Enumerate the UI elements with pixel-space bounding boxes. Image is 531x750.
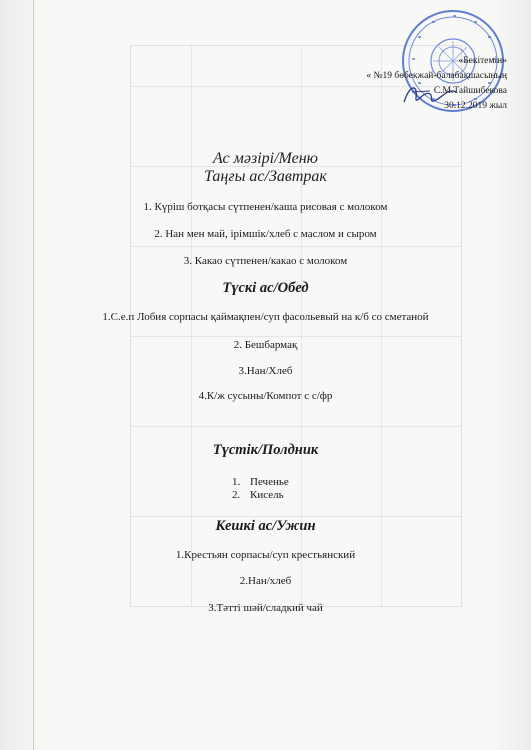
breakfast-item: 1. Күріш ботқасы сүтпенен/каша рисовая с молоком: [143, 201, 388, 213]
approval-head-name: С.М.Тайшибекова: [433, 86, 507, 96]
menu-title: Ас мәзірі/Меню: [213, 150, 318, 167]
dinner-item: 2.Нан/хлеб: [239, 575, 292, 587]
approval-date: 30.12.2019 жыл: [444, 101, 507, 111]
list-item: [232, 489, 289, 502]
list-text: Печенье: [250, 476, 289, 488]
snack-heading: Түстік/Полдник: [212, 442, 319, 458]
breakfast-heading: Таңғы ас/Завтрак: [204, 168, 327, 185]
list-text: Кисель: [250, 489, 284, 501]
approval-institution: « №19 бөбекжай-балабақшасының: [366, 71, 507, 81]
lunch-item: 4.К/ж сусыны/Компот с с/фр: [198, 390, 333, 402]
dinner-item: 1.Крестьян сорпасы/суп крестьянский: [175, 549, 356, 561]
lunch-heading: Түскі ас/Обед: [222, 280, 309, 296]
lunch-item: 2. Бешбармақ: [233, 339, 298, 351]
dinner-item: 3.Тәтті шәй/сладкий чай: [208, 602, 323, 614]
lunch-item: 1.С.е.п Лобия сорпасы қаймақпен/суп фасольевый на к/б со сметаной: [102, 311, 429, 323]
snack-list: [232, 476, 289, 502]
list-number: 2.: [232, 489, 241, 501]
breakfast-item: 2. Нан мен май, ірімшік/хлеб с маслом и сыром: [154, 228, 377, 240]
approval-approved-label: «Бекітемін»: [458, 56, 507, 66]
breakfast-item: 3. Какао сүтпенен/какао с молоком: [183, 255, 348, 267]
approval-block: [247, 54, 507, 114]
lunch-item: 3.Нан/Хлеб: [238, 365, 293, 377]
dinner-heading: Кешкі ас/Ужин: [215, 518, 316, 534]
list-item: [232, 476, 289, 489]
list-number: 1.: [232, 476, 241, 488]
